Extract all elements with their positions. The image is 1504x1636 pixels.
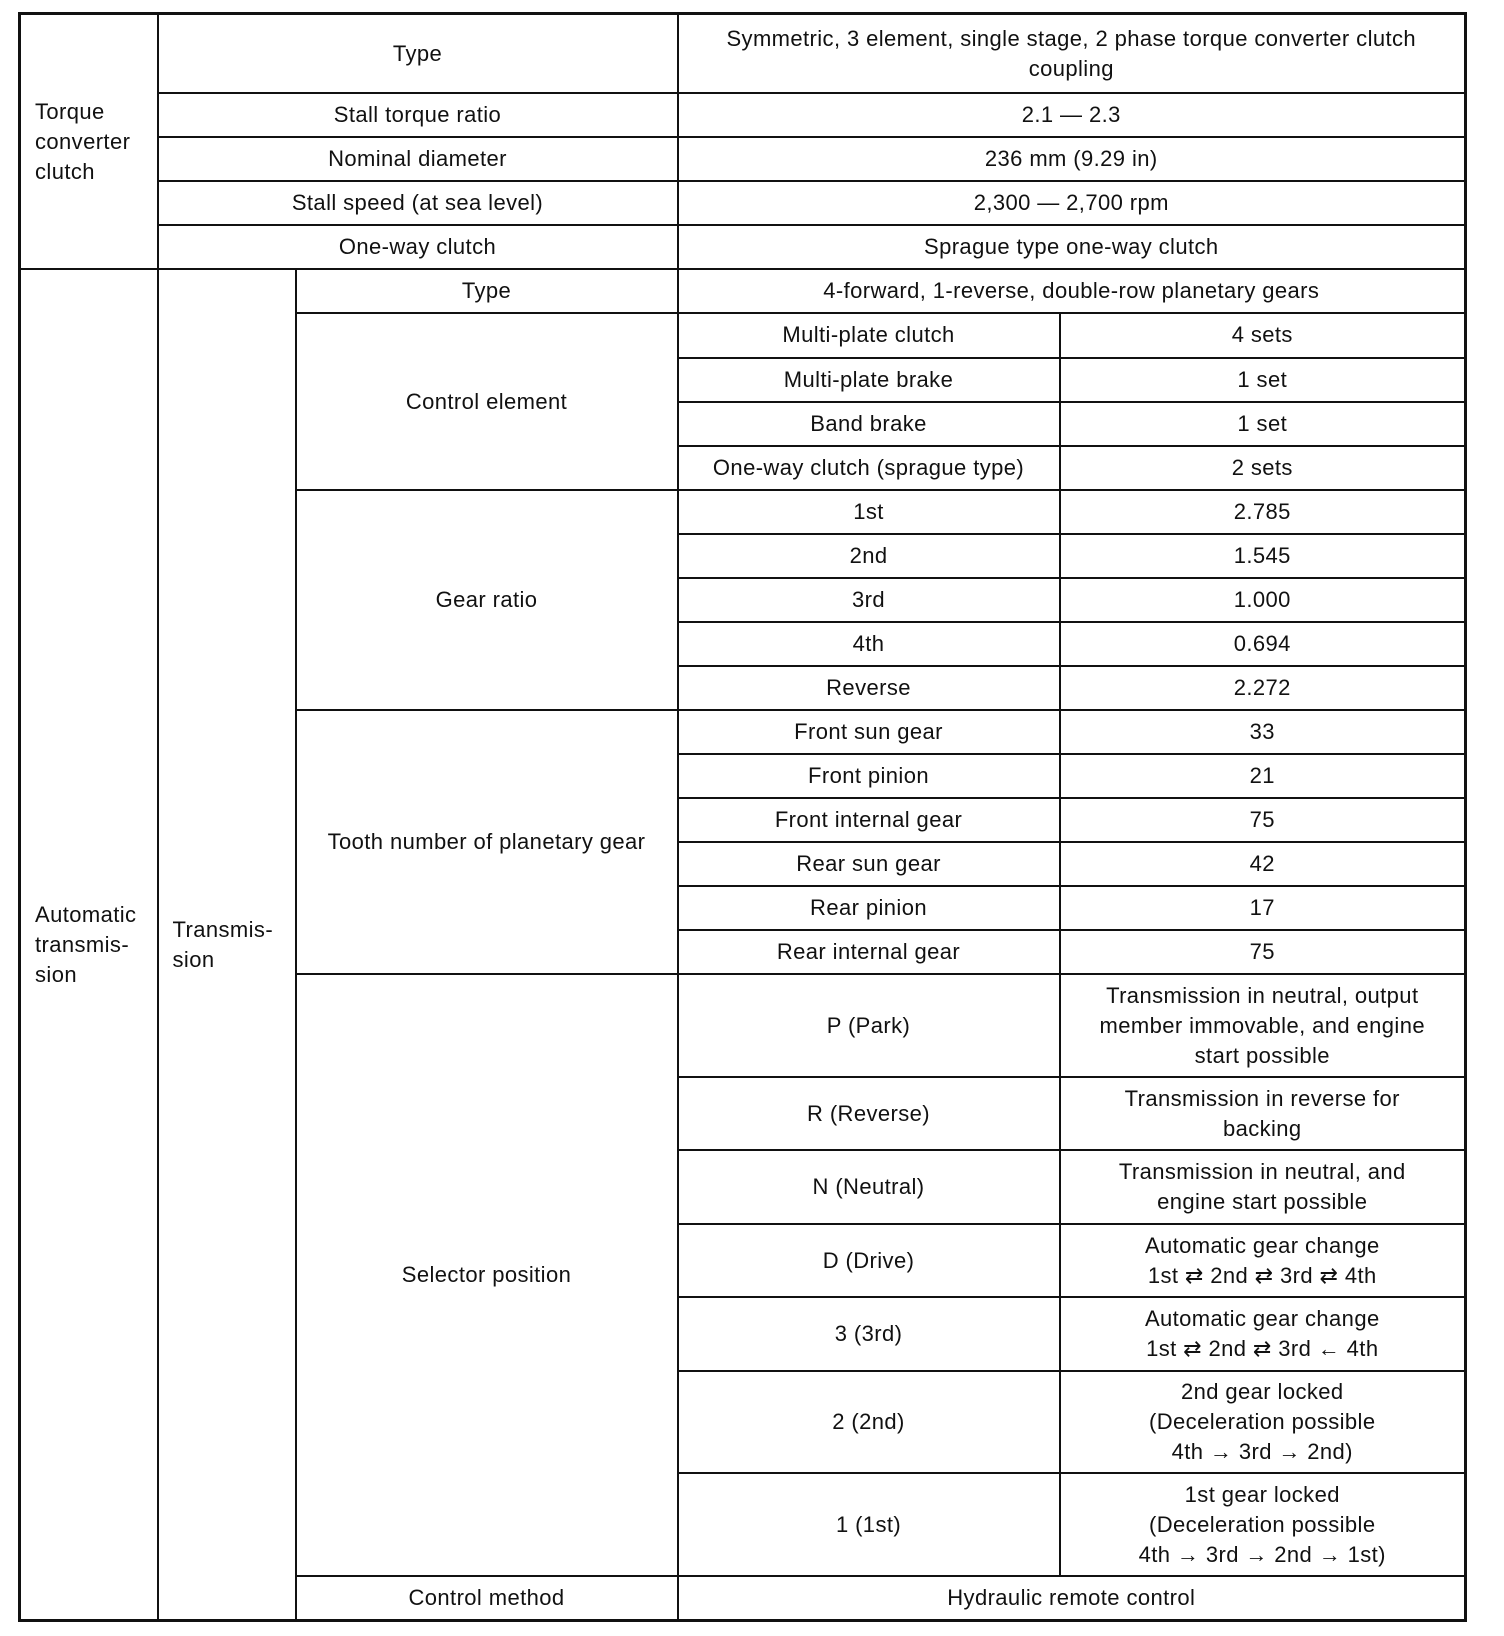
- spec-value: 2,300 — 2,700 rpm: [678, 181, 1466, 225]
- spec-value: Symmetric, 3 element, single stage, 2 phase torque converter clutch coupling: [678, 14, 1466, 94]
- item-name: P (Park): [678, 974, 1060, 1077]
- item-name: Front internal gear: [678, 798, 1060, 842]
- item-value: 1 set: [1060, 402, 1466, 446]
- spec-value: Hydraulic remote control: [678, 1576, 1466, 1620]
- item-value: 2 sets: [1060, 446, 1466, 490]
- item-value: 2.272: [1060, 666, 1466, 710]
- spec-label: Stall speed (at sea level): [158, 181, 678, 225]
- description-line: start possible: [1194, 1042, 1330, 1068]
- description-line: 1st ⇄ 2nd ⇄ 3rd ← 4th: [1146, 1335, 1379, 1361]
- specification-table: [18, 12, 1467, 1622]
- tooth-number-label: Tooth number of planetary gear: [296, 710, 678, 974]
- description-line: Automatic gear change: [1144, 1305, 1380, 1331]
- item-name: Band brake: [678, 402, 1060, 446]
- item-description: [1060, 1473, 1466, 1576]
- automatic-transmission-group-label: Automatic transmis- sion: [20, 269, 158, 1620]
- spec-value: 4-forward, 1-reverse, double-row planetary gears: [678, 269, 1466, 313]
- spec-label: Control method: [296, 1576, 678, 1620]
- item-value: 2.785: [1060, 490, 1466, 534]
- description-line: 1st gear locked: [1184, 1481, 1340, 1507]
- gear-ratio-label: Gear ratio: [296, 490, 678, 710]
- description-line: Transmission in neutral, and: [1118, 1159, 1406, 1185]
- item-name: Front pinion: [678, 754, 1060, 798]
- item-name: Front sun gear: [678, 710, 1060, 754]
- item-description: [1060, 1224, 1466, 1297]
- item-value: 33: [1060, 710, 1466, 754]
- table-row: [20, 137, 1466, 181]
- spec-value: 2.1 — 2.3: [678, 93, 1466, 137]
- item-name: Rear pinion: [678, 886, 1060, 930]
- spec-label: Type: [296, 269, 678, 313]
- description-line: 1st ⇄ 2nd ⇄ 3rd ⇄ 4th: [1147, 1262, 1377, 1288]
- table-row: [20, 93, 1466, 137]
- item-value: 1.545: [1060, 534, 1466, 578]
- selector-position-label: Selector position: [296, 974, 678, 1576]
- item-value: 42: [1060, 842, 1466, 886]
- description-line: 4th → 3rd → 2nd → 1st): [1138, 1541, 1386, 1567]
- transmission-group-label: Transmis- sion: [158, 269, 296, 1620]
- description-line: backing: [1222, 1115, 1302, 1141]
- description-line: 4th → 3rd → 2nd): [1171, 1439, 1353, 1465]
- description-line: 2nd gear locked: [1180, 1379, 1344, 1405]
- item-name: D (Drive): [678, 1224, 1060, 1297]
- item-description: [1060, 1150, 1466, 1223]
- torque-converter-group-label: Torque converter clutch: [20, 14, 158, 270]
- item-name: Rear internal gear: [678, 930, 1060, 974]
- item-value: 1 set: [1060, 358, 1466, 402]
- item-name: 2nd: [678, 534, 1060, 578]
- spec-label: Nominal diameter: [158, 137, 678, 181]
- description-line: Transmission in neutral, output: [1106, 982, 1419, 1008]
- item-description: [1060, 1371, 1466, 1474]
- spec-label: Type: [158, 14, 678, 94]
- description-line: member immovable, and engine: [1099, 1012, 1425, 1038]
- table-row: [20, 14, 1466, 94]
- item-name: N (Neutral): [678, 1150, 1060, 1223]
- item-name: R (Reverse): [678, 1077, 1060, 1150]
- item-description: [1060, 1297, 1466, 1370]
- description-line: Automatic gear change: [1144, 1232, 1380, 1258]
- spec-label: One-way clutch: [158, 225, 678, 269]
- spec-value: 236 mm (9.29 in): [678, 137, 1466, 181]
- item-name: 3rd: [678, 578, 1060, 622]
- item-name: Multi-plate brake: [678, 358, 1060, 402]
- table-row: [20, 181, 1466, 225]
- item-value: 21: [1060, 754, 1466, 798]
- spec-value: Sprague type one-way clutch: [678, 225, 1466, 269]
- item-name: 3 (3rd): [678, 1297, 1060, 1370]
- item-name: 1 (1st): [678, 1473, 1060, 1576]
- item-value: 4 sets: [1060, 313, 1466, 357]
- item-value: 0.694: [1060, 622, 1466, 666]
- control-element-label: Control element: [296, 313, 678, 489]
- item-description: [1060, 1077, 1466, 1150]
- item-value: 17: [1060, 886, 1466, 930]
- item-name: Reverse: [678, 666, 1060, 710]
- item-name: 2 (2nd): [678, 1371, 1060, 1474]
- item-value: 1.000: [1060, 578, 1466, 622]
- item-name: 1st: [678, 490, 1060, 534]
- item-value: 75: [1060, 930, 1466, 974]
- item-name: Rear sun gear: [678, 842, 1060, 886]
- table-row: [20, 225, 1466, 269]
- item-name: One-way clutch (sprague type): [678, 446, 1060, 490]
- table-row: [20, 269, 1466, 313]
- item-name: 4th: [678, 622, 1060, 666]
- item-description: [1060, 974, 1466, 1077]
- description-line: (Deceleration possible: [1149, 1511, 1376, 1537]
- item-name: Multi-plate clutch: [678, 313, 1060, 357]
- description-line: Transmission in reverse for: [1124, 1085, 1400, 1111]
- item-value: 75: [1060, 798, 1466, 842]
- description-line: engine start possible: [1157, 1189, 1368, 1215]
- description-line: (Deceleration possible: [1149, 1409, 1376, 1435]
- spec-label: Stall torque ratio: [158, 93, 678, 137]
